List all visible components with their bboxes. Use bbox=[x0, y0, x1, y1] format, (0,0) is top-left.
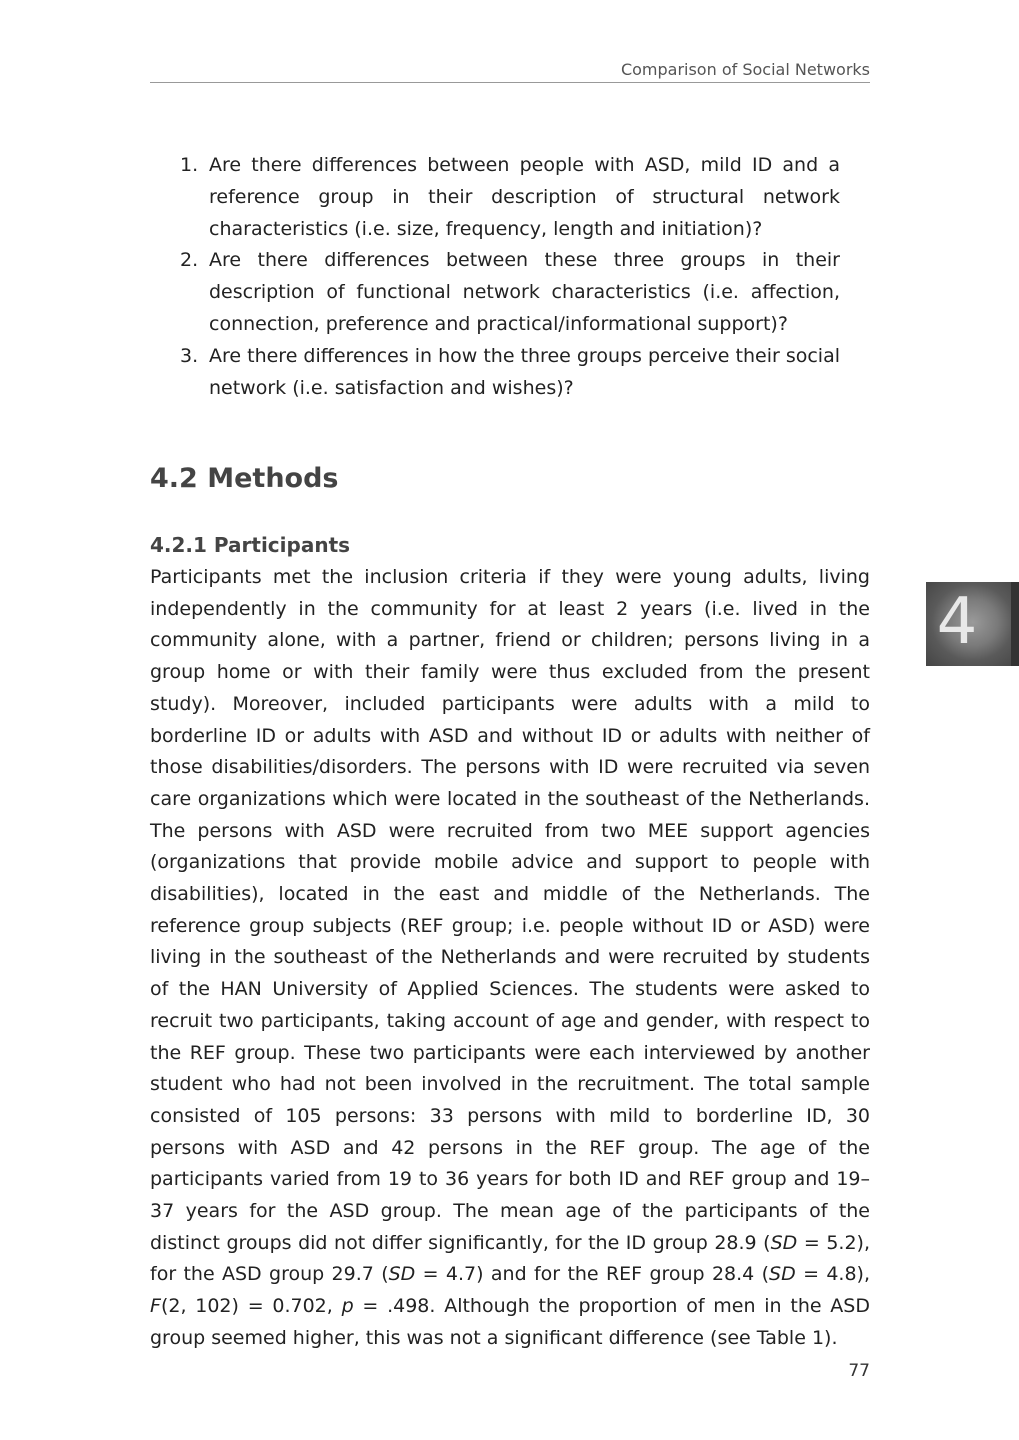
section-heading: 4.2 Methods bbox=[150, 463, 339, 494]
paragraph-text: = 5.2), for the ASD group 29.7 ( bbox=[150, 1231, 871, 1286]
question-text: Are there differences in how the three groups perceive their social network (i.e. satisfaction and wishes)? bbox=[209, 344, 841, 399]
paragraph-text: (2, 102) = 0.702, bbox=[160, 1295, 342, 1318]
paragraph-text: Participants met the inclusion criteria if they were young adults, living independently in the community for at least 2 years (i.e. lived in the community alone, with a partner, friend or children; persons living in a group home or with their family were thus excluded from the present study). Moreover, included participants were adults with a mild to borderline ID or adults with ASD and without ID or adults with neither of those disabilities/disorders. The persons with ID were recruited via seven care organizations which were located in the southeast of the Netherlands. The persons with ASD were recruited from two MEE support agencies (organizations that provide mobile advice and support to people with disabilities), located in the east and middle of the Netherlands. The reference group subjects (REF group; i.e. people without ID or ASD) were living in the southeast of the Netherlands and were recruited by students of the HAN University of Applied Sciences. The students were asked to recruit two participants, taking account of age and gender, with respect to the REF group. These two participants were each interviewed by another student who had not been involved in the recruitment. The total sample consisted of 105 persons: 33 persons with mild to borderline ID, 30 persons with ASD and 42 persons in the REF group. The age of the participants varied from 19 to 36 years for both ID and REF group and 19–37 years for the ASD group. The mean age of the participants of the distinct groups did not differ significantly, for the ID group 28.9 ( bbox=[150, 566, 870, 1254]
page-number: 77 bbox=[848, 1361, 870, 1381]
stat-symbol-p: p bbox=[341, 1295, 354, 1318]
research-question-item bbox=[150, 245, 840, 340]
question-number: 2. bbox=[180, 249, 199, 272]
question-number: 1. bbox=[180, 154, 199, 176]
header-rule bbox=[150, 82, 870, 83]
question-number: 3. bbox=[180, 344, 199, 367]
participants-paragraph bbox=[150, 562, 870, 1355]
stat-symbol-sd: SD bbox=[769, 1263, 796, 1286]
research-question-item bbox=[150, 341, 840, 405]
chapter-tab bbox=[926, 582, 1019, 666]
stat-symbol-sd: SD bbox=[770, 1231, 798, 1254]
stat-symbol-sd: SD bbox=[388, 1263, 416, 1286]
subsection-heading: 4.2.1 Participants bbox=[150, 533, 351, 557]
chapter-tab-edge bbox=[1011, 582, 1019, 666]
question-text: Are there differences between people with ASD, mild ID and a reference group in their description of structural network characteristics (i.e. size, frequency, length and initiation)? bbox=[209, 154, 840, 240]
paragraph-text: = 4.8), bbox=[795, 1263, 871, 1286]
research-questions-list bbox=[150, 150, 840, 404]
running-title: Comparison of Social Networks bbox=[620, 60, 870, 79]
chapter-number: 4 bbox=[936, 585, 978, 659]
paragraph-text: = 4.7) and for the REF group 28.4 ( bbox=[415, 1263, 770, 1286]
stat-symbol-f: F bbox=[150, 1295, 161, 1318]
paragraph-text: = .498. Although the proportion of men in the ASD group seemed higher, this was not a significant difference (see Table 1). bbox=[150, 1295, 870, 1349]
research-question-item bbox=[150, 150, 840, 245]
question-text: Are there differences between these three groups in their description of functional network characteristics (i.e. affection, connection, preference and practical/informational support)? bbox=[209, 249, 840, 335]
